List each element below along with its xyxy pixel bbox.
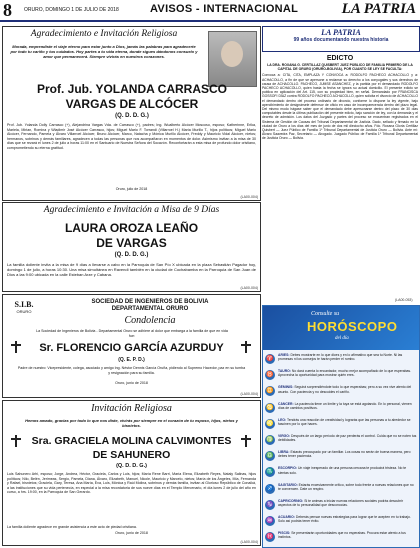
- notice-qdd: (Q. D. D. G.): [116, 463, 147, 469]
- zodiac-sign-icon: ♎: [266, 453, 274, 460]
- horoscope-item: [265, 369, 417, 385]
- sign-name: VIRGO:: [278, 433, 291, 438]
- ad-code: (LA00-004): [240, 195, 258, 199]
- notice-heading: Invitación Religiosa: [91, 403, 172, 414]
- horoscope-text: [278, 499, 417, 507]
- horoscope-text: [278, 385, 417, 393]
- horoscope-item: [265, 450, 417, 466]
- horoscope-item: [265, 531, 417, 547]
- horoscope-banner: [263, 306, 419, 350]
- deceased-name-2: VARGAS DE ALCÓCER: [65, 97, 199, 111]
- sign-prediction: Deberás pensar nuevas estrategias para lograr que te acepten en tu trabajo. Solo así podrás tener éxito.: [278, 514, 411, 524]
- sign-prediction: Si te animas a iniciar nuevas relaciones sociales podrás descubrir aspectos de tu personalidad que desconocías.: [278, 498, 404, 507]
- notice-body: Padre de nuestro: Vicepresidente, colega, asociado y amigo Ing. Néstor Dennis García Oruña, pidiendo al Supremo Hacedor, paz en su tumba y resignación para su familia.: [17, 366, 246, 375]
- horoscope-item: [265, 466, 417, 482]
- page-number: 8: [3, 0, 12, 20]
- sign-prediction: Debes mostrarte en lo que dices y en lo afirmativo que sea tu Norte. Ni las promesas ni los consejos te harán perder el rumbo.: [278, 353, 403, 362]
- horoscope-item: [265, 434, 417, 450]
- ad-code: (LA00-004): [240, 540, 258, 544]
- sign-prediction: No dará cuenta lo encantador, mucho mejor acompañado de lo que esperabas. Aprovecha la oportunidad para mostrar quién eres.: [278, 369, 412, 378]
- horoscope-text: [278, 369, 417, 377]
- horoscope-text: [278, 531, 417, 539]
- horoscope-text: [278, 466, 417, 474]
- notice-footer: Oruro, julio de 2018: [115, 187, 148, 191]
- zodiac-sign-icon: ♍: [266, 436, 274, 443]
- edicto-body: [262, 63, 418, 299]
- org-name-1: SOCIEDAD DE INGENIEROS DE BOLIVIA: [91, 299, 209, 305]
- section-title: AVISOS - INTERNACIONAL: [150, 3, 299, 15]
- horoscope-item: [265, 418, 417, 434]
- notice-heading: Agradecimiento e Invitación Religiosa: [30, 29, 178, 39]
- deceased-name: Sr. FLORENCIO GARCÍA AZURDUY: [39, 342, 224, 354]
- edicto-lead: LA DRA. ROXANA G. CERTILLAZ QUISBERT JUEZ PÚBLICO DE FAMILIA PRIMERO DE LA CAPITAL DE ORURO (ORURO-BOLIVIA), POR CUANTO SE LEY SE FACULTA:: [267, 63, 413, 72]
- sign-name: TAURO:: [278, 369, 291, 374]
- lapatria-title: LA PATRIA: [321, 28, 361, 37]
- brand-logo: LA PATRIA: [341, 1, 416, 17]
- ad-code: (LA00-004): [240, 286, 258, 290]
- lapatria-box: [262, 26, 420, 52]
- sign-prediction: Se presentarán oportunidades que no esperabas. Procura estar atento a tus instintos.: [278, 531, 406, 540]
- zodiac-sign-icon: ♋: [266, 404, 274, 411]
- sign-prediction: La paciencia tiene un límite y la tuya se está agotando. En lo personal, vienen días de cambios positivos.: [278, 401, 412, 410]
- edition-date: ORURO, DOMINGO 1 DE JULIO DE 2018: [24, 7, 119, 13]
- cross-icon-right-bar: [241, 344, 251, 346]
- notice-laura-oroza: [2, 202, 261, 292]
- org-name-2: DEPARTAMENTAL ORURO: [111, 306, 189, 312]
- horoscope-item: [265, 402, 417, 418]
- sign-prediction: Después de un largo período de paz perderás el control. Cuida que no se noten tus debilidades.: [278, 433, 417, 443]
- org-logo: [9, 300, 39, 322]
- horoscope-text: [278, 450, 417, 458]
- zodiac-sign-icon: ♑: [266, 501, 274, 508]
- horoscope-text: [278, 483, 417, 491]
- deceased-name-1: Prof. Jub. YOLANDA CARRASCO: [36, 82, 227, 96]
- notice-graciela-molina: [2, 400, 261, 546]
- sign-name: LEO:: [278, 417, 287, 422]
- zodiac-sign-icon: ♌: [266, 420, 274, 427]
- notice-body: Prof. Jub. Yolanda Dolly Carrasco (+), Alejandrina Vargas Vda. de Carrasco (+), padres; Ing. Wualberto Alcócer Moscoso, esposo; Katherinne, Erika, Mariela, Mirian, Romina y Wladimir José Alcócer Carrasco, hijos; Miguel Mario F. Torrandi (Villarroel H.) María Murillo T., hijos políticos; Miguel Mario Alcócer, Fernando, Pamela y Álvaro Villarroel Alcócer, Bruno Alcócer, Marco, Natacha y Mónica Murillo Alcócer, Freddy y Mauricio Vidal Alcócer, nietos; hermanos, sobrinos y demás familiares, agradecen a todas las personas que nos acompañaron en momentos de dolor. Asimismo invitan a la misa de 30 días que se rezará el lunes 2 de julio a horas 11:00 en el Santuario de Nuestra Señora del Socavón. Reconfortarán a esta misa de profundo dolor cristiano, comprometiendo su eterna gratitud.: [7, 123, 256, 150]
- horoscope-banner-main: HORÓSCOPO: [307, 319, 398, 334]
- sign-prediction: Estarás excesivamente crítico, sobre todo frente a nuevas relaciones que no te convencen. Date un respiro.: [278, 482, 414, 491]
- deceased-name-1: Sra. GRACIELA MOLINA CALVIMONTES: [31, 435, 232, 447]
- sign-name: GÉMINIS:: [278, 385, 294, 390]
- deceased-name-2: DE SAHUNERO: [92, 449, 171, 461]
- org-logo-text: S.I.B.: [14, 300, 34, 309]
- zodiac-sign-icon: ♐: [266, 485, 274, 492]
- zodiac-sign-icon: ♈: [266, 356, 274, 362]
- page-header: [0, 0, 420, 22]
- sign-name: ARIES:: [278, 353, 290, 357]
- zodiac-sign-icon: ♉: [266, 372, 274, 379]
- notice-footer-line: La familia doliente agradece en grande asistencia a este acto de piedad cristiana.: [7, 525, 137, 529]
- sign-prediction: Estarás preocupado por un familiar. Los cosas no serán de buena manera, pero debes tener paciencia.: [278, 450, 411, 459]
- ad-code: (LA00-004): [240, 392, 258, 396]
- horoscope-text: [278, 402, 417, 410]
- horoscope-item: [265, 483, 417, 499]
- edicto-title: EDICTO: [326, 55, 354, 62]
- horoscope-item: [265, 499, 417, 515]
- cross-icon-left: [15, 341, 17, 353]
- lapatria-subtitle: 99 años documentando nuestra historia: [293, 37, 389, 43]
- deceased-name-1: LAURA OROZA LEAÑO: [64, 221, 199, 235]
- horoscope-text: [278, 418, 417, 426]
- horoscope-box: [262, 305, 420, 548]
- notice-heading: Agradecimiento e Invitación a Misa de 9 Días: [43, 205, 220, 215]
- sign-name: ESCORPIO:: [278, 466, 298, 471]
- deceased-photo: [208, 31, 257, 87]
- notice-sib-condolence: [2, 294, 261, 398]
- sign-prediction: Un viaje inesperado de una persona cercana te producirá tristeza. No te sientas solo.: [278, 466, 407, 475]
- notice-yolanda-carrasco: [2, 26, 261, 201]
- zodiac-sign-icon: ♊: [266, 388, 274, 395]
- notice-intro: La Sociedad de Ingenieros de Bolivia - Departamental Oruro se adhiere al dolor que embarga a la familia de que en vida fue:: [36, 329, 228, 338]
- horoscope-banner-top: Consulte su: [311, 311, 340, 317]
- horoscope-list: [265, 353, 417, 547]
- notice-body: La familia doliente invita a la misa de 9 días a llevarse a cabo en la Parroquia de San Pío X ubicada en la plaza Sebastián Pagador hoy, domingo 1 de julio, a horas 10:30. Una misa simultánea en Ravendi también en la ciudad de Cochabamba en la Parroquia de San Juan de Dios a las 9:00 ubicada en la calle Esteban Arze y Cabana.: [7, 262, 256, 277]
- notice-poem: Morada, emprendiste el viaje eterno para estar junto a Dios, jamás las palabras para agradecerte por todo tu cariño y tus cuidados. Hoy partes a tu vida eterna, donde sigues dándonos consuelo y amor que permanecerá. Siempre vivirás en nuestros corazones.: [10, 44, 198, 59]
- horoscope-item: [265, 353, 417, 369]
- horoscope-banner-sub: del día: [335, 336, 349, 341]
- notice-footer: Oruro, junio de 2018: [115, 381, 148, 385]
- cross-icon-right: [245, 341, 247, 353]
- notice-body: Luis Sahunero Arhi, esposo; Jorge, Andrea, Héctor, Graciela, Carlos y Luis, hijos; María Rene Barri, María Elena, Elizabeth Reyes, Nataly Salinas, hijos políticos; Nilo, Belén, Jerimeas, Sergio, Pamela, Diana, Álvaro, Elizabeth, Manuel, Nicole, Mauricio y Marcelo, nietos; María de los Ángeles, Mía, Fernanda y Rafael, bisnietos; Graciela, Gary, Teresa, Ana María, Eva, Luis, Mónica y Raúl Molina, sobrinos y demás familia, invitan al Glorioso Repúblico de Conaiká, a las instituciones que su vida pertenecía, en especial a la misa recordatoria de sus nueve días en el Templo Mercenario, el día lunes 2 de julio del año en curso, a hrs. 19:00, en la Parroquia de San Gerardo.: [7, 472, 256, 495]
- sign-name: PISCIS:: [278, 531, 291, 536]
- notice-qdd: (Q. E. P. D.): [118, 357, 145, 363]
- edicto-ad-code: (LA00-053): [395, 298, 413, 302]
- sign-name: ACUARIO:: [278, 514, 295, 519]
- sign-prediction: Tendrás una reacción de creatividad y lograrás que las personas a tu alrededor se fascinen por lo que haces.: [278, 417, 411, 426]
- org-logo-sub: ORURO: [16, 309, 32, 314]
- notice-poem: Hemos amado, gracias por todo lo que nos diste, vivirás por siempre en el corazón de tu esposo, hijos, nietos y bisnietos.: [25, 418, 238, 428]
- photo-face: [221, 41, 243, 67]
- notice-footer: Oruro, junio de 2018: [115, 531, 148, 535]
- sign-name: LIBRA:: [278, 450, 290, 455]
- horoscope-item: [265, 385, 417, 401]
- notice-heading: Condolencia: [124, 315, 176, 326]
- sign-name: CAPRICORNIO:: [278, 498, 304, 503]
- deceased-name-2: DE VARGAS: [96, 236, 167, 250]
- zodiac-sign-icon: ♓: [266, 534, 274, 541]
- edicto-text: Convoca a: CITA, CITA, EMPLAZA Y CONVOCA a: RODOLFO PACHECO ACHACOLLO y a: ACHACOLLO, a fin de que se apersone a reclamar su derecho a los conyugales y sus derechos de causa de ACHACOLLO. PACHECO, JUMSE ASANCHEZ, y la partida por el demandado RODOLFO PACHECO ACHACOLLO, quien hasta la fecha se ignora su actual domicilio. El presente edicto se publica en aplicación del Art. 115, con su propiedad bien, en señal. Demandado por FRANCISCA GOSSOFI DÍAZ contra RODOLFO PACHECO ACHACOLLO, quien solicita el divorcio de ACHACOLLO el demandado dentro del proceso ordinario de divorcio, conforme lo dispone la ley vigente, bajo apercibimiento de designársele defensor de oficio en caso de incomparecencia dentro del plazo legal. Del mismo modo hágase saber que el demandado debe apersonarse dentro del plazo de 30 días computables desde la última publicación del presente edicto, bajo sanción de ley, con la demanda y el decreto de admisión. Los datos del Juzgado y partes del proceso se encuentran registrados en el Sistema de Gestión de Causas del Tribunal Departamental de Justicia. Dado, sellado y firmado en la ciudad de Oruro a los días del mes de junio de dos mil dieciocho años. Fdo. Roxana Gloria Certillaz Quisbert — Juez Público de Familia 1º Tribunal Departamental de Justicia Oruro — Bolivia. Ante mí: Álvaro Saavedra Paz, Secretario — Abogado. Juzgado Público de Familia 1º Tribunal Departamental de Justicia Oruro — Bolivia.: [262, 73, 418, 141]
- horoscope-text: [278, 353, 417, 361]
- horoscope-text: [278, 515, 417, 523]
- sign-name: SAGITARIO:: [278, 482, 298, 487]
- sign-name: CÁNCER:: [278, 401, 294, 406]
- horoscope-item: [265, 515, 417, 531]
- notice-qdd: (Q. D. D. G.): [115, 113, 149, 119]
- zodiac-sign-icon: ♒: [266, 517, 274, 524]
- cross-icon-left-bar: [11, 344, 21, 346]
- zodiac-sign-icon: ♏: [266, 469, 274, 476]
- horoscope-text: [278, 434, 417, 442]
- sign-prediction: Seguirá sorprendiéndote todo lo que esperabas; pero a su vez vive atento del asunto. Con paciencia y no descuides el cariño.: [278, 385, 412, 394]
- notice-qdd: (Q. D. D. G.): [114, 252, 149, 258]
